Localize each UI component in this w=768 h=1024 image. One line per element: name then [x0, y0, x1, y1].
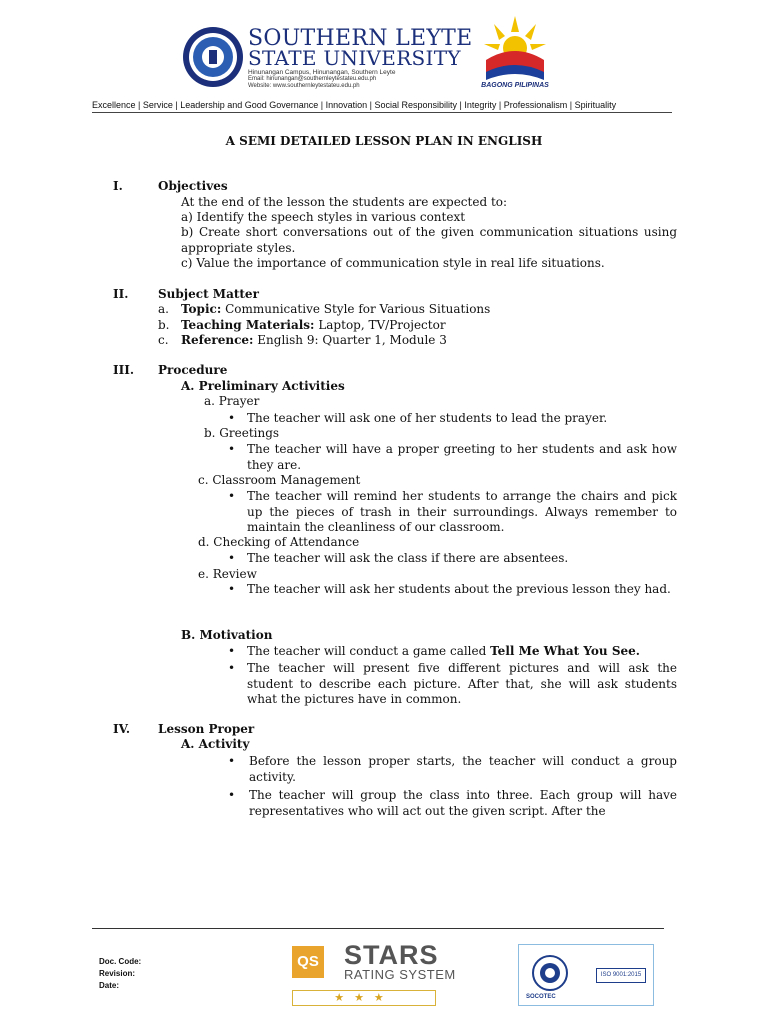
prayer-label: a. Prayer	[204, 394, 260, 408]
section-heading-lesson-proper: Lesson Proper	[158, 722, 255, 736]
socotec-name: SOCOTEC	[526, 994, 556, 1000]
materials-line	[181, 318, 446, 333]
motivation-heading: B. Motivation	[181, 628, 273, 642]
revision-label: Revision:	[99, 969, 136, 978]
university-email: Email: hinunangan@southernleytestateu.edu.ph	[248, 76, 377, 82]
qs-stars-title: STARS	[344, 940, 439, 970]
bullet-icon: •	[228, 788, 236, 802]
preliminary-activities-heading: A. Preliminary Activities	[181, 379, 345, 393]
section-number-subject-matter: II.	[113, 287, 129, 301]
activity-bullet-1: Before the lesson proper starts, the teacher will conduct a group activity.	[249, 754, 677, 784]
reference-value: English 9: Quarter 1, Module 3	[257, 333, 447, 347]
materials-label: Teaching Materials:	[181, 318, 315, 332]
classroom-management-label: c. Classroom Management	[198, 473, 361, 487]
university-seal-logo	[182, 26, 244, 88]
objective-a: a) Identify the speech styles in various context	[181, 210, 466, 224]
section-number-objectives: I.	[113, 179, 123, 193]
qs-star-rating: ★★★	[292, 990, 436, 1006]
game-name: Tell Me What You See.	[490, 644, 640, 658]
bullet-icon: •	[228, 411, 236, 425]
iso-9001-badge: ISO 9001:2015	[596, 968, 646, 983]
greetings-bullet: The teacher will have a proper greeting to her students and ask how they are.	[247, 442, 677, 472]
bullet-icon: •	[228, 754, 236, 768]
section-number-procedure: III.	[113, 363, 135, 377]
attendance-bullet: The teacher will ask the class if there are absentees.	[247, 551, 569, 565]
materials-value: Laptop, TV/Projector	[318, 318, 446, 332]
objectives-intro: At the end of the lesson the students are expected to:	[181, 195, 508, 209]
qs-logo: QS	[292, 946, 324, 978]
university-website: Website: www.southernleytestateu.edu.ph	[248, 83, 360, 89]
objective-c: c) Value the importance of communication style in real life situations.	[181, 256, 605, 270]
university-name-line2: STATE UNIVERSITY	[248, 46, 461, 70]
university-campus: Hinunangan Campus, Hinunangan, Southern Leyte	[248, 69, 396, 76]
reference-letter: c.	[158, 333, 169, 347]
review-bullet: The teacher will ask her students about the previous lesson they had.	[247, 582, 671, 596]
section-heading-subject-matter: Subject Matter	[158, 287, 259, 301]
motivation-bullet-1	[247, 644, 640, 659]
doc-code-label: Doc. Code:	[99, 957, 142, 966]
topic-label: Topic:	[181, 302, 222, 316]
materials-letter: b.	[158, 318, 170, 332]
bullet-icon: •	[228, 644, 236, 658]
header-divider	[92, 112, 672, 113]
lesson-plan-title: A SEMI DETAILED LESSON PLAN IN ENGLISH	[225, 134, 543, 148]
topic-letter: a.	[158, 302, 169, 316]
bullet-icon: •	[228, 661, 236, 675]
review-label: e. Review	[198, 567, 257, 581]
prayer-bullet: The teacher will ask one of her students to lead the prayer.	[247, 411, 608, 425]
university-name-line1: SOUTHERN LEYTE	[248, 26, 473, 51]
section-heading-procedure: Procedure	[158, 363, 228, 377]
activity-heading: A. Activity	[181, 737, 250, 751]
bullet-icon: •	[228, 442, 236, 456]
objective-b: b) Create short conversations out of the given communication situations using appropriate styles.	[181, 225, 677, 255]
core-values-line: Excellence | Service | Leadership and Good Governance | Innovation | Social Responsibility | Integrity | Professionalism | Spirituality	[92, 100, 617, 110]
bagong-pilipinas-logo	[478, 14, 552, 84]
bullet-icon: •	[228, 489, 236, 503]
motivation-bullet-2: The teacher will present five different pictures and will ask the student to describe each picture. After that, she will ask students what the pictures have in common.	[247, 661, 677, 706]
reference-line	[181, 333, 447, 348]
qs-rating-system-text: RATING SYSTEM	[344, 967, 456, 982]
activity-bullet-2: The teacher will group the class into three. Each group will have representatives who will act out the given script. After the	[249, 788, 677, 818]
date-label: Date:	[99, 981, 120, 990]
bagong-pilipinas-text: BAGONG PILIPINAS	[481, 82, 549, 89]
section-number-lesson-proper: IV.	[113, 722, 131, 736]
topic-value: Communicative Style for Various Situations	[225, 302, 491, 316]
motivation-bullet-1-text: The teacher will conduct a game called	[247, 644, 491, 658]
section-heading-objectives: Objectives	[158, 179, 228, 193]
attendance-label: d. Checking of Attendance	[198, 535, 360, 549]
bullet-icon: •	[228, 582, 236, 596]
topic-line	[181, 302, 490, 317]
footer-divider	[92, 928, 664, 929]
classroom-management-bullet: The teacher will remind her students to arrange the chairs and pick up the pieces of trash in their surroundings. Always remember to maintain the cleanliness of our classroom.	[247, 489, 677, 534]
bullet-icon: •	[228, 551, 236, 565]
socotec-emblem-icon	[527, 953, 573, 993]
greetings-label: b. Greetings	[204, 426, 280, 440]
reference-label: Reference:	[181, 333, 254, 347]
